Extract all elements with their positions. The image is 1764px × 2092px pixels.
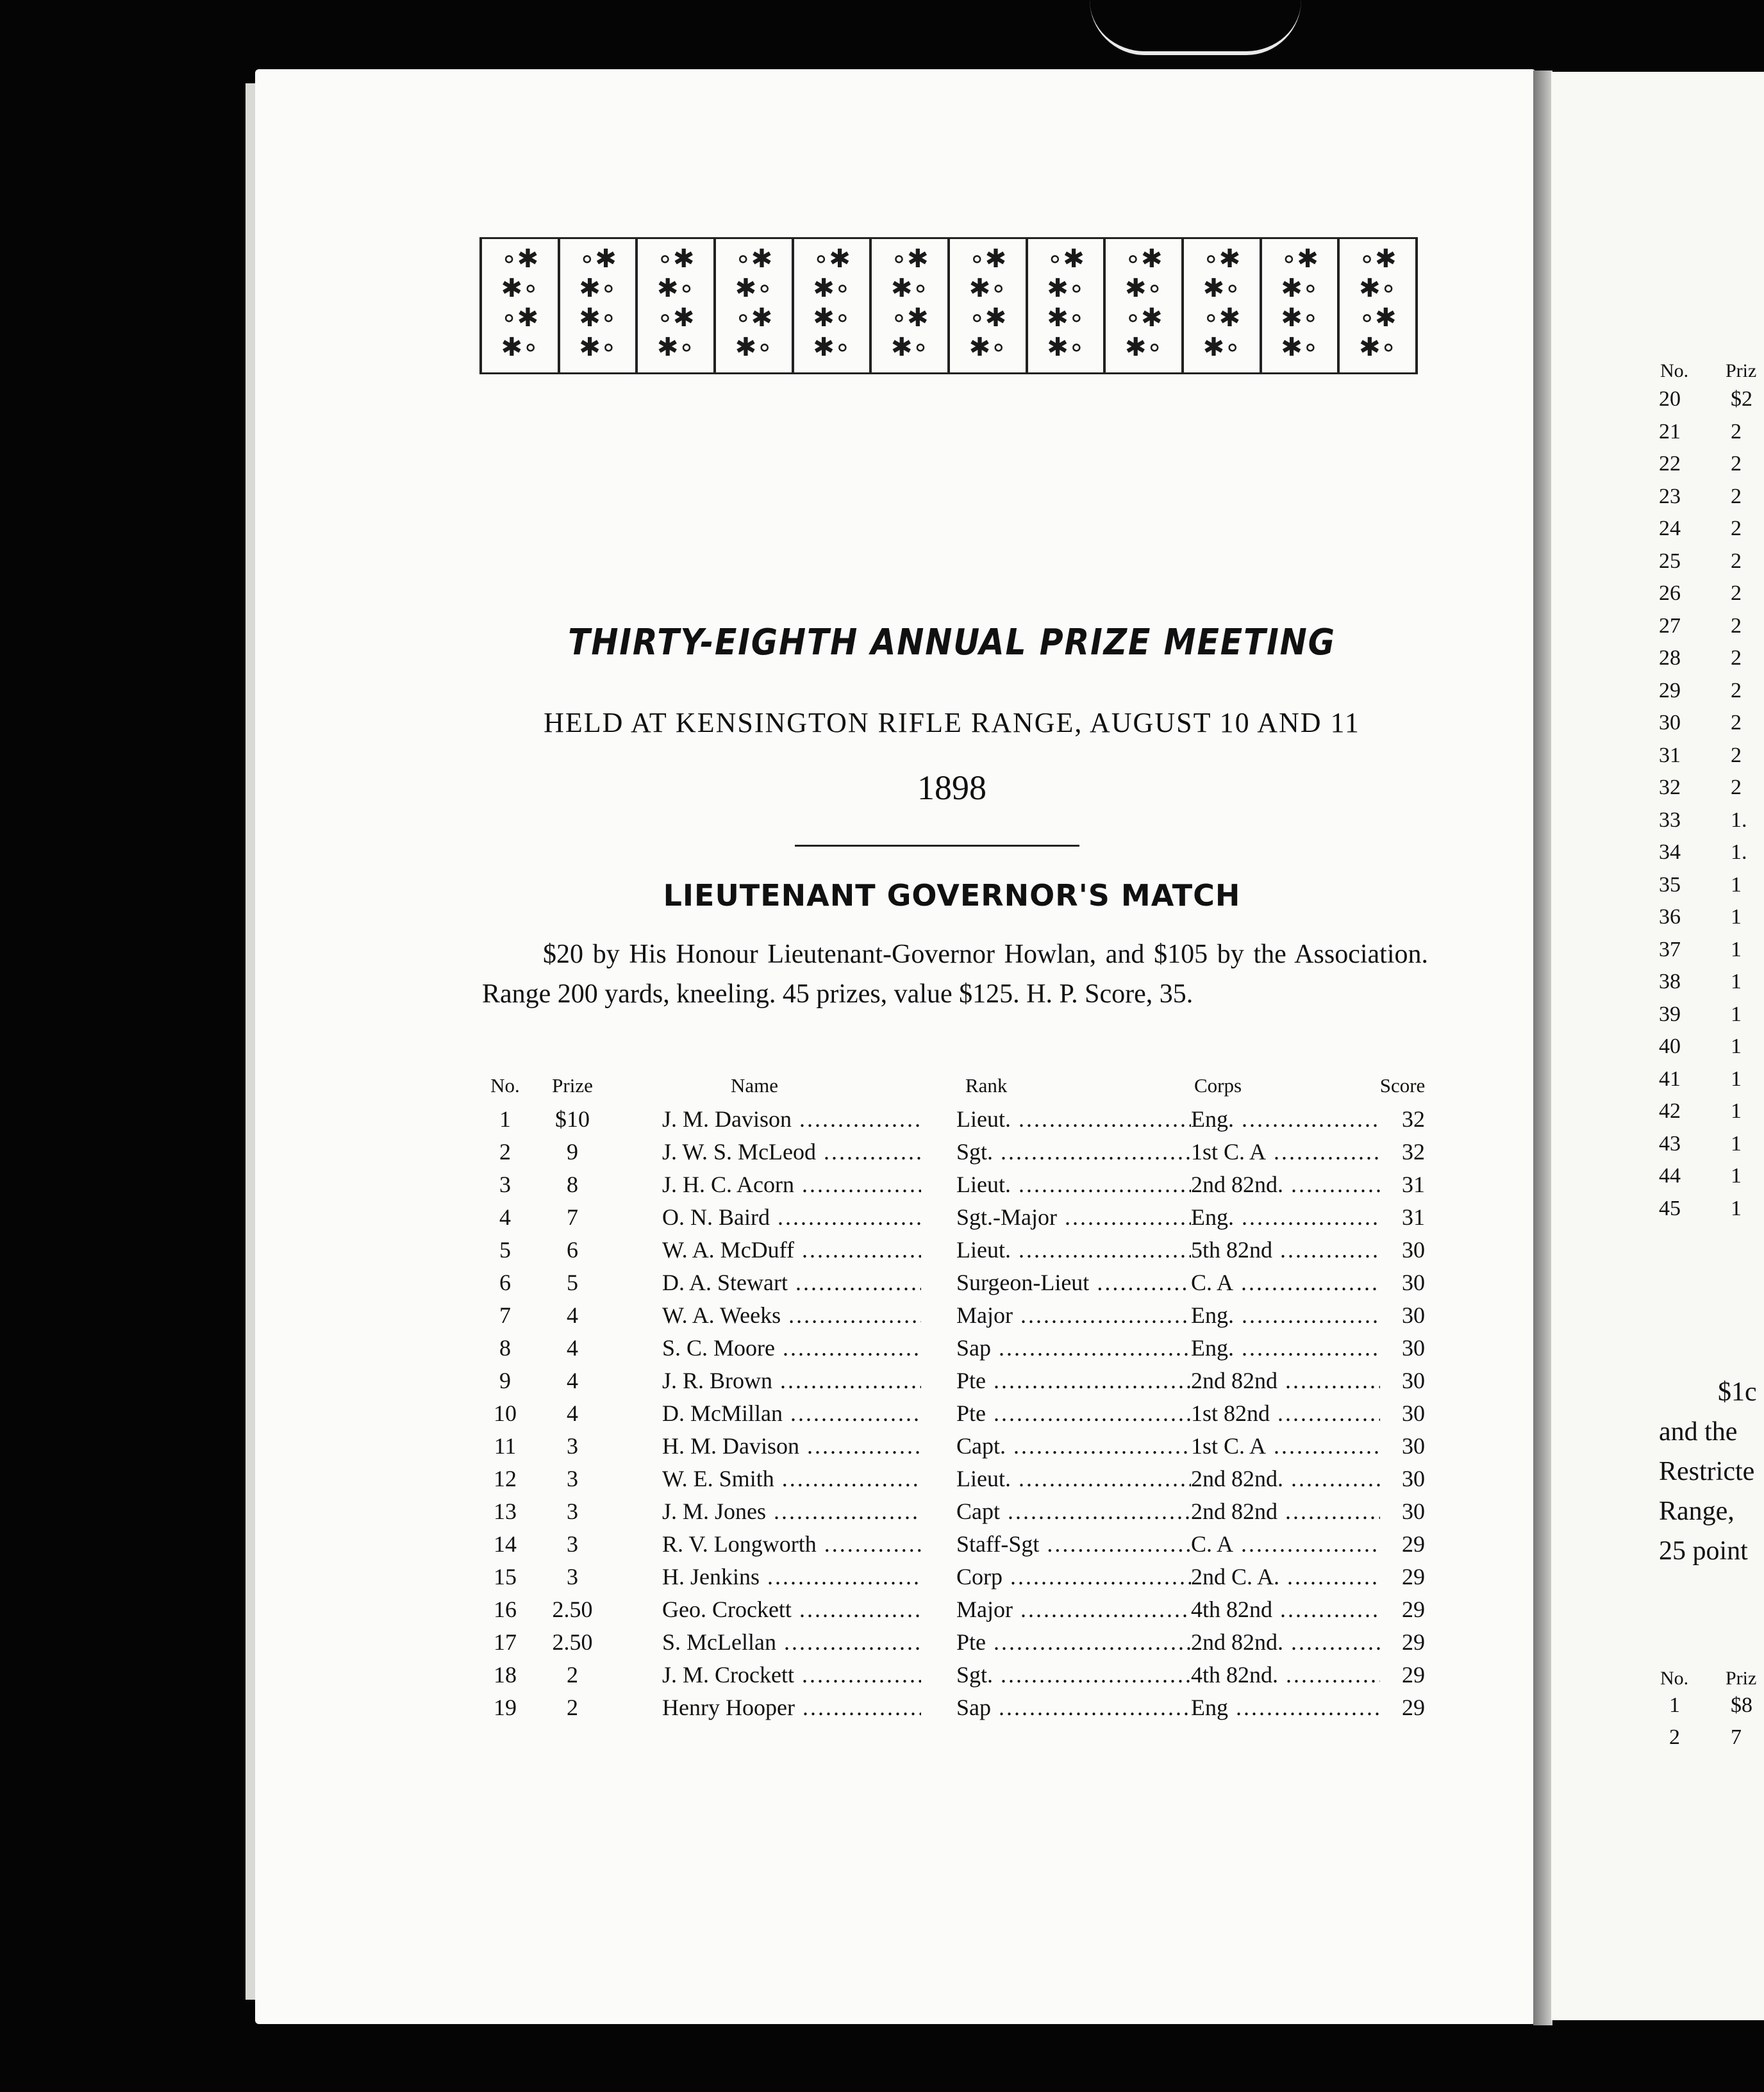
header-rank: Rank bbox=[965, 1074, 1008, 1097]
row-no: 12 bbox=[494, 1466, 517, 1491]
next-page-row-prize: $2 bbox=[1731, 387, 1752, 411]
row-name: W. E. Smith ..... bbox=[662, 1465, 921, 1492]
results-table bbox=[479, 1072, 1435, 1725]
next-page-row-prize: 1 bbox=[1731, 1196, 1742, 1220]
ornament-cell: ∘✱ ✱∘ ∘✱ ✱∘ bbox=[635, 239, 713, 372]
row-prize: 3 bbox=[567, 1466, 578, 1491]
row-prize: $10 bbox=[555, 1106, 590, 1132]
next-page-row-prize: 2 bbox=[1731, 419, 1742, 444]
next-page-row-prize: 1 bbox=[1731, 970, 1742, 993]
next-page-row-no: 22 bbox=[1659, 452, 1681, 476]
row-rank: Pte ..... bbox=[956, 1367, 1191, 1394]
ornament-cell: ∘✱ ✱∘ ∘✱ ✱∘ bbox=[1181, 239, 1260, 372]
next-page-row-no: 33 bbox=[1659, 808, 1681, 832]
next-page-text-line: and the bbox=[1659, 1417, 1738, 1447]
row-score: 31 bbox=[1380, 1171, 1425, 1198]
row-score: 29 bbox=[1380, 1661, 1425, 1688]
row-score: 29 bbox=[1380, 1531, 1425, 1557]
row-name: J. M. Davison ..... bbox=[662, 1106, 921, 1133]
table-row bbox=[479, 1104, 1435, 1137]
table-row bbox=[479, 1431, 1435, 1464]
next-page-row-prize: 1 bbox=[1731, 1131, 1742, 1156]
row-prize: 8 bbox=[567, 1172, 578, 1197]
next-page-row2-no: 1 bbox=[1669, 1693, 1680, 1717]
table-row bbox=[479, 1137, 1435, 1170]
next-page-header-prize: Priz bbox=[1726, 360, 1757, 381]
row-no: 10 bbox=[494, 1400, 517, 1426]
row-score: 31 bbox=[1380, 1204, 1425, 1231]
next-page-row-prize: 1 bbox=[1731, 1067, 1742, 1091]
row-rank: Lieut. ..... bbox=[956, 1106, 1191, 1133]
next-page-row-prize: 2 bbox=[1731, 452, 1742, 476]
next-page-row-no: 45 bbox=[1659, 1196, 1681, 1220]
next-page-row-prize: 2 bbox=[1731, 517, 1742, 540]
row-prize: 4 bbox=[567, 1335, 578, 1361]
ornament-cell: ∘✱ ✱∘ ✱∘ ✱∘ bbox=[558, 239, 636, 372]
row-no: 4 bbox=[499, 1204, 511, 1230]
row-rank: Pte ..... bbox=[956, 1629, 1191, 1656]
book-gutter bbox=[1533, 71, 1552, 2025]
row-rank: Sgt. ..... bbox=[956, 1138, 1191, 1165]
ornament-band bbox=[479, 237, 1418, 374]
row-rank: Lieut. ..... bbox=[956, 1171, 1191, 1198]
table-row bbox=[479, 1562, 1435, 1595]
ornament-cell: ∘✱ ✱∘ ∘✱ ✱∘ bbox=[1337, 239, 1418, 372]
row-no: 14 bbox=[494, 1531, 517, 1557]
header-prize: Prize bbox=[552, 1074, 593, 1097]
next-page-row-prize: 2 bbox=[1731, 581, 1742, 605]
table-row bbox=[479, 1464, 1435, 1497]
next-page-text-line: Range, bbox=[1659, 1497, 1735, 1526]
header-corps: Corps bbox=[1194, 1074, 1242, 1097]
row-no: 8 bbox=[499, 1335, 511, 1361]
row-name: S. C. Moore ..... bbox=[662, 1334, 921, 1361]
row-rank: Surgeon-Lieut ..... bbox=[956, 1269, 1191, 1296]
row-prize: 3 bbox=[567, 1498, 578, 1524]
row-corps: 2nd 82nd. ..... bbox=[1191, 1465, 1383, 1492]
row-corps: Eng. ..... bbox=[1191, 1204, 1383, 1231]
next-page-row-no: 43 bbox=[1659, 1131, 1681, 1156]
row-score: 30 bbox=[1380, 1236, 1425, 1263]
next-page-row-prize: 1. bbox=[1731, 840, 1747, 864]
next-page-row-no: 32 bbox=[1659, 776, 1681, 799]
row-rank: Sap ..... bbox=[956, 1694, 1191, 1721]
row-no: 13 bbox=[494, 1498, 517, 1524]
row-score: 30 bbox=[1380, 1367, 1425, 1394]
next-page-row-prize: 1 bbox=[1731, 872, 1742, 897]
table-row bbox=[479, 1202, 1435, 1235]
row-corps: 1st C. A ..... bbox=[1191, 1432, 1383, 1459]
next-page-text-line: 25 point bbox=[1659, 1536, 1748, 1566]
next-page-row-no: 31 bbox=[1659, 743, 1681, 767]
next-page-row-prize: 1. bbox=[1731, 808, 1747, 832]
ornament-cell: ∘✱ ✱∘ ∘✱ ✱∘ bbox=[869, 239, 947, 372]
next-page-row-prize: 2 bbox=[1731, 678, 1742, 702]
table-row bbox=[479, 1300, 1435, 1333]
row-prize: 2 bbox=[567, 1662, 578, 1688]
next-page-row-no: 38 bbox=[1659, 970, 1681, 993]
row-score: 32 bbox=[1380, 1138, 1425, 1165]
next-page-row-no: 26 bbox=[1659, 581, 1681, 605]
row-corps: 2nd C. A. ..... bbox=[1191, 1563, 1383, 1590]
row-rank: Pte ..... bbox=[956, 1400, 1191, 1427]
row-corps: Eng. ..... bbox=[1191, 1334, 1383, 1361]
row-prize: 3 bbox=[567, 1531, 578, 1557]
row-score: 30 bbox=[1380, 1498, 1425, 1525]
row-prize: 2.50 bbox=[552, 1597, 593, 1622]
next-page-row-no: 37 bbox=[1659, 937, 1681, 961]
next-page-text-line: $1c bbox=[1718, 1377, 1757, 1407]
next-page-row-prize: 1 bbox=[1731, 1164, 1742, 1188]
table-row bbox=[479, 1235, 1435, 1268]
row-corps: 4th 82nd. ..... bbox=[1191, 1661, 1383, 1688]
row-prize: 7 bbox=[567, 1204, 578, 1230]
row-name: S. McLellan ..... bbox=[662, 1629, 921, 1656]
next-page-row-prize: 2 bbox=[1731, 613, 1742, 638]
row-corps: Eng. ..... bbox=[1191, 1302, 1383, 1329]
next-page-header-no: No. bbox=[1660, 360, 1689, 381]
table-row bbox=[479, 1497, 1435, 1529]
row-score: 30 bbox=[1380, 1432, 1425, 1459]
year: 1898 bbox=[917, 768, 986, 807]
table-header bbox=[479, 1072, 1435, 1104]
row-name: D. McMillan ..... bbox=[662, 1400, 921, 1427]
next-page-row-no: 29 bbox=[1659, 678, 1681, 702]
ornament-cell: ∘✱ ✱∘ ∘✱ ✱∘ bbox=[713, 239, 792, 372]
next-page-row-prize: 2 bbox=[1731, 549, 1742, 573]
row-score: 30 bbox=[1380, 1302, 1425, 1329]
next-page-header2-prize: Priz bbox=[1726, 1668, 1757, 1689]
row-corps: Eng ..... bbox=[1191, 1694, 1383, 1721]
next-page-row-no: 39 bbox=[1659, 1002, 1681, 1026]
row-no: 3 bbox=[499, 1172, 511, 1197]
row-score: 32 bbox=[1380, 1106, 1425, 1133]
next-page-header2-no: No. bbox=[1660, 1668, 1689, 1689]
page-subtitle: HELD AT KENSINGTON RIFLE RANGE, AUGUST 10 AND 11 bbox=[544, 707, 1360, 738]
row-score: 30 bbox=[1380, 1400, 1425, 1427]
row-corps: 5th 82nd ..... bbox=[1191, 1236, 1383, 1263]
row-no: 1 bbox=[499, 1106, 511, 1132]
table-row bbox=[479, 1660, 1435, 1693]
row-rank: Capt ..... bbox=[956, 1498, 1191, 1525]
row-rank: Sap ..... bbox=[956, 1334, 1191, 1361]
header-name: Name bbox=[731, 1074, 779, 1097]
row-score: 30 bbox=[1380, 1334, 1425, 1361]
row-name: J. W. S. McLeod ..... bbox=[662, 1138, 921, 1165]
next-page-row-no: 44 bbox=[1659, 1164, 1681, 1188]
row-name: H. Jenkins ..... bbox=[662, 1563, 921, 1590]
divider bbox=[795, 845, 1079, 847]
ornament-cell: ∘✱ ✱∘ ∘✱ ✱∘ bbox=[479, 239, 558, 372]
ornament-cell: ∘✱ ✱∘ ∘✱ ✱∘ bbox=[1103, 239, 1181, 372]
row-corps: 2nd 82nd. ..... bbox=[1191, 1629, 1383, 1656]
next-page-row-prize: 1 bbox=[1731, 937, 1742, 961]
row-score: 29 bbox=[1380, 1596, 1425, 1623]
row-name: Geo. Crockett ..... bbox=[662, 1596, 921, 1623]
next-page-row2-no: 2 bbox=[1669, 1725, 1680, 1749]
next-page-row-no: 36 bbox=[1659, 905, 1681, 929]
next-page-row-no: 34 bbox=[1659, 840, 1681, 864]
row-prize: 3 bbox=[567, 1564, 578, 1590]
next-page-text-line: Restricte bbox=[1659, 1457, 1755, 1486]
row-name: W. A. Weeks ..... bbox=[662, 1302, 921, 1329]
row-no: 7 bbox=[499, 1302, 511, 1328]
next-page-row-prize: 1 bbox=[1731, 1034, 1742, 1058]
row-no: 5 bbox=[499, 1237, 511, 1263]
row-rank: Sgt. ..... bbox=[956, 1661, 1191, 1688]
row-corps: 2nd 82nd. ..... bbox=[1191, 1171, 1383, 1198]
row-rank: Capt. ..... bbox=[956, 1432, 1191, 1459]
next-page-row-prize: 2 bbox=[1731, 484, 1742, 508]
next-page-row-no: 21 bbox=[1659, 419, 1681, 444]
row-name: W. A. McDuff ..... bbox=[662, 1236, 921, 1263]
row-corps: C. A ..... bbox=[1191, 1269, 1383, 1296]
row-corps: C. A ..... bbox=[1191, 1531, 1383, 1557]
table-row bbox=[479, 1399, 1435, 1431]
row-prize: 2.50 bbox=[552, 1629, 593, 1655]
next-page-row-no: 35 bbox=[1659, 872, 1681, 897]
next-page-row2-prize: $8 bbox=[1731, 1693, 1752, 1717]
match-title: LIEUTENANT GOVERNOR'S MATCH bbox=[663, 878, 1241, 913]
next-page-row-prize: 1 bbox=[1731, 905, 1742, 929]
row-name: J. M. Jones ..... bbox=[662, 1498, 921, 1525]
table-row bbox=[479, 1693, 1435, 1725]
row-no: 2 bbox=[499, 1139, 511, 1165]
row-no: 11 bbox=[494, 1433, 517, 1459]
table-row bbox=[479, 1333, 1435, 1366]
row-score: 29 bbox=[1380, 1563, 1425, 1590]
ornament-cell: ∘✱ ✱∘ ✱∘ ✱∘ bbox=[1260, 239, 1338, 372]
row-no: 16 bbox=[494, 1597, 517, 1622]
row-rank: Corp ..... bbox=[956, 1563, 1191, 1590]
row-rank: Lieut. ..... bbox=[956, 1465, 1191, 1492]
row-corps: 1st C. A ..... bbox=[1191, 1138, 1383, 1165]
row-corps: 4th 82nd ..... bbox=[1191, 1596, 1383, 1623]
row-name: J. H. C. Acorn ..... bbox=[662, 1171, 921, 1198]
next-page-row-no: 40 bbox=[1659, 1034, 1681, 1058]
row-corps: Eng. ..... bbox=[1191, 1106, 1383, 1133]
row-name: J. M. Crockett ..... bbox=[662, 1661, 921, 1688]
table-row bbox=[479, 1170, 1435, 1202]
next-page-row-prize: 2 bbox=[1731, 646, 1742, 670]
next-page-row-prize: 2 bbox=[1731, 711, 1742, 735]
binding-string bbox=[1090, 0, 1301, 55]
table-row bbox=[479, 1268, 1435, 1300]
table-row bbox=[479, 1366, 1435, 1399]
row-no: 17 bbox=[494, 1629, 517, 1655]
row-prize: 9 bbox=[567, 1139, 578, 1165]
row-rank: Sgt.-Major ..... bbox=[956, 1204, 1191, 1231]
ornament-cell: ∘✱ ✱∘ ✱∘ ✱∘ bbox=[1026, 239, 1104, 372]
row-rank: Major ..... bbox=[956, 1596, 1191, 1623]
row-prize: 2 bbox=[567, 1695, 578, 1720]
next-page-row-no: 23 bbox=[1659, 484, 1681, 508]
row-no: 18 bbox=[494, 1662, 517, 1688]
row-rank: Staff-Sgt ..... bbox=[956, 1531, 1191, 1557]
table-row bbox=[479, 1627, 1435, 1660]
next-page-row-no: 28 bbox=[1659, 646, 1681, 670]
table-row bbox=[479, 1595, 1435, 1627]
row-rank: Major ..... bbox=[956, 1302, 1191, 1329]
row-name: H. M. Davison ..... bbox=[662, 1432, 921, 1459]
next-page-row-no: 30 bbox=[1659, 711, 1681, 735]
row-no: 15 bbox=[494, 1564, 517, 1590]
next-page-row-no: 27 bbox=[1659, 613, 1681, 638]
page-title: THIRTY-EIGHTH ANNUAL PRIZE MEETING bbox=[568, 622, 1336, 663]
row-prize: 4 bbox=[567, 1302, 578, 1328]
next-page-row-no: 25 bbox=[1659, 549, 1681, 573]
row-score: 29 bbox=[1380, 1629, 1425, 1656]
ornament-cell: ∘✱ ✱∘ ∘✱ ✱∘ bbox=[947, 239, 1026, 372]
table-row bbox=[479, 1529, 1435, 1562]
row-score: 29 bbox=[1380, 1694, 1425, 1721]
row-name: R. V. Longworth ..... bbox=[662, 1531, 921, 1557]
row-score: 30 bbox=[1380, 1269, 1425, 1296]
row-rank: Lieut. ..... bbox=[956, 1236, 1191, 1263]
next-page-row-no: 42 bbox=[1659, 1099, 1681, 1123]
row-name: J. R. Brown ..... bbox=[662, 1367, 921, 1394]
match-description: $20 by His Honour Lieutenant-Governor Howlan, and $105 by the Association. Range 200 yards, kneeling. 45 prizes, value $125. H. P. Score, 35. bbox=[482, 940, 1428, 1009]
next-page-row-prize: 1 bbox=[1731, 1002, 1742, 1026]
row-prize: 3 bbox=[567, 1433, 578, 1459]
next-page-row2-prize: 7 bbox=[1731, 1725, 1742, 1749]
row-prize: 4 bbox=[567, 1368, 578, 1393]
next-page-row-no: 20 bbox=[1659, 387, 1681, 411]
row-prize: 6 bbox=[567, 1237, 578, 1263]
next-page-row-no: 24 bbox=[1659, 517, 1681, 540]
row-name: Henry Hooper ..... bbox=[662, 1694, 921, 1721]
row-name: O. N. Baird ..... bbox=[662, 1204, 921, 1231]
row-corps: 1st 82nd ..... bbox=[1191, 1400, 1383, 1427]
row-no: 9 bbox=[499, 1368, 511, 1393]
row-no: 19 bbox=[494, 1695, 517, 1720]
row-corps: 2nd 82nd ..... bbox=[1191, 1367, 1383, 1394]
row-prize: 4 bbox=[567, 1400, 578, 1426]
row-score: 30 bbox=[1380, 1465, 1425, 1492]
next-page-row-prize: 2 bbox=[1731, 776, 1742, 799]
next-page-row-prize: 1 bbox=[1731, 1099, 1742, 1123]
row-name: D. A. Stewart ..... bbox=[662, 1269, 921, 1296]
row-no: 6 bbox=[499, 1270, 511, 1295]
header-no: No. bbox=[490, 1074, 520, 1097]
next-page-row-prize: 2 bbox=[1731, 743, 1742, 767]
next-page-row-no: 41 bbox=[1659, 1067, 1681, 1091]
row-corps: 2nd 82nd ..... bbox=[1191, 1498, 1383, 1525]
row-prize: 5 bbox=[567, 1270, 578, 1295]
header-score: Score bbox=[1379, 1074, 1426, 1097]
ornament-cell: ∘✱ ✱∘ ✱∘ ✱∘ bbox=[792, 239, 870, 372]
